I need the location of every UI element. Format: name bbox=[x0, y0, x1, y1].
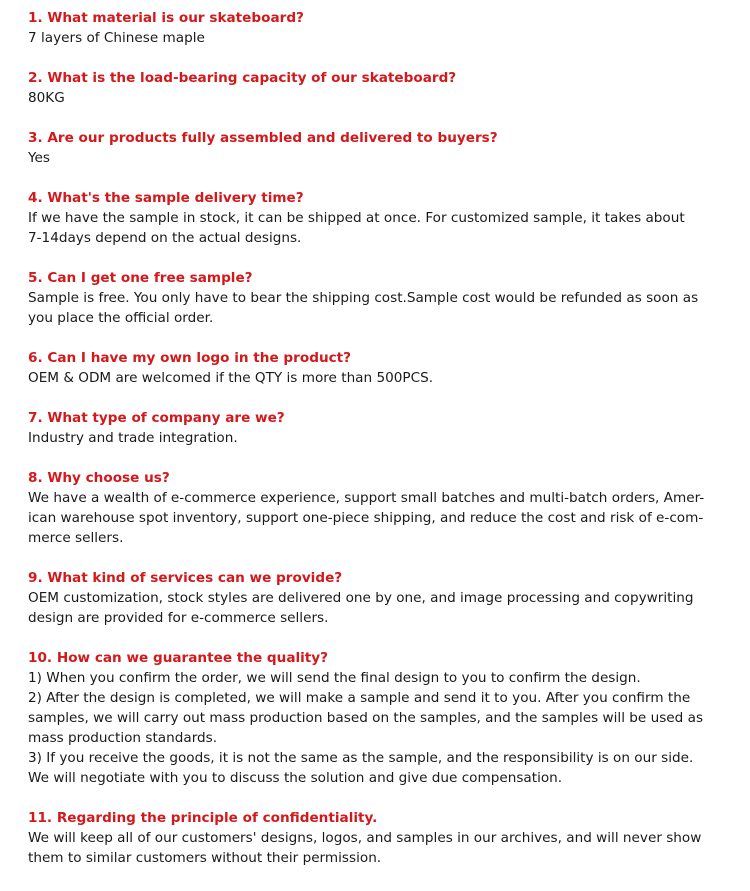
faq-answer-line: 3) If you receive the goods, it is not the same as the sample, and the responsibility is on our side. bbox=[28, 750, 694, 766]
faq-answer-line: 1) When you confirm the order, we will send the final design to you to confirm the design. bbox=[28, 670, 641, 686]
faq-question: 7. What type of company are we? bbox=[28, 410, 285, 426]
faq-item-4 bbox=[28, 188, 728, 248]
faq-answer-line: you place the official order. bbox=[28, 310, 214, 326]
faq-answer-line: them to similar customers without their permission. bbox=[28, 850, 382, 866]
faq-question: 3. Are our products fully assembled and delivered to buyers? bbox=[28, 130, 498, 146]
faq-question: 6. Can I have my own logo in the product? bbox=[28, 350, 352, 366]
faq-answer-line: ican warehouse spot inventory, support one-piece shipping, and reduce the cost and risk of e-com- bbox=[28, 510, 704, 526]
faq-answer-line: We have a wealth of e-commerce experience, support small batches and multi-batch orders, Amer- bbox=[28, 490, 705, 506]
faq-answer-line: If we have the sample in stock, it can be shipped at once. For customized sample, it takes about bbox=[28, 210, 685, 226]
faq-answer-line: mass production standards. bbox=[28, 730, 218, 746]
faq-item-3 bbox=[28, 128, 728, 168]
faq-item-10 bbox=[28, 648, 728, 788]
faq-answer-line: 7-14days depend on the actual designs. bbox=[28, 230, 302, 246]
faq-answer-line: 2) After the design is completed, we will make a sample and send it to you. After you confirm the bbox=[28, 690, 691, 706]
faq-answer-line: Yes bbox=[28, 150, 50, 166]
faq-answer-line: We will keep all of our customers' designs, logos, and samples in our archives, and will never show bbox=[28, 830, 702, 846]
faq-question: 10. How can we guarantee the quality? bbox=[28, 650, 329, 666]
faq-answer-line: 7 layers of Chinese maple bbox=[28, 30, 205, 46]
faq-answer-line: merce sellers. bbox=[28, 530, 124, 546]
faq-answer-line: samples, we will carry out mass production based on the samples, and the samples will be used as bbox=[28, 710, 704, 726]
faq-question: 4. What's the sample delivery time? bbox=[28, 190, 304, 206]
faq-question: 2. What is the load-bearing capacity of our skateboard? bbox=[28, 70, 457, 86]
faq-item-8 bbox=[28, 468, 728, 548]
faq-item-11 bbox=[28, 808, 728, 868]
faq-question: 9. What kind of services can we provide? bbox=[28, 570, 343, 586]
faq-question: 5. Can I get one free sample? bbox=[28, 270, 253, 286]
faq-answer-line: Industry and trade integration. bbox=[28, 430, 238, 446]
faq-item-6 bbox=[28, 348, 728, 388]
faq-question: 8. Why choose us? bbox=[28, 470, 170, 486]
faq-item-7 bbox=[28, 408, 728, 448]
faq-item-9 bbox=[28, 568, 728, 628]
faq-answer-line: OEM & ODM are welcomed if the QTY is more than 500PCS. bbox=[28, 370, 434, 386]
faq-answer-line: OEM customization, stock styles are delivered one by one, and image processing and copywriting bbox=[28, 590, 694, 606]
faq-answer-line: We will negotiate with you to discuss the solution and give due compensation. bbox=[28, 770, 563, 786]
faq-item-2 bbox=[28, 68, 728, 108]
faq-answer-line: design are provided for e-commerce sellers. bbox=[28, 610, 329, 626]
faq-question: 1. What material is our skateboard? bbox=[28, 10, 304, 26]
faq-item-5 bbox=[28, 268, 728, 328]
faq-answer-line: 80KG bbox=[28, 90, 65, 106]
faq-answer-line: Sample is free. You only have to bear the shipping cost.Sample cost would be refunded as soon as bbox=[28, 290, 699, 306]
faq-question: 11. Regarding the principle of confidentiality. bbox=[28, 810, 378, 826]
faq-item-1 bbox=[28, 8, 728, 48]
